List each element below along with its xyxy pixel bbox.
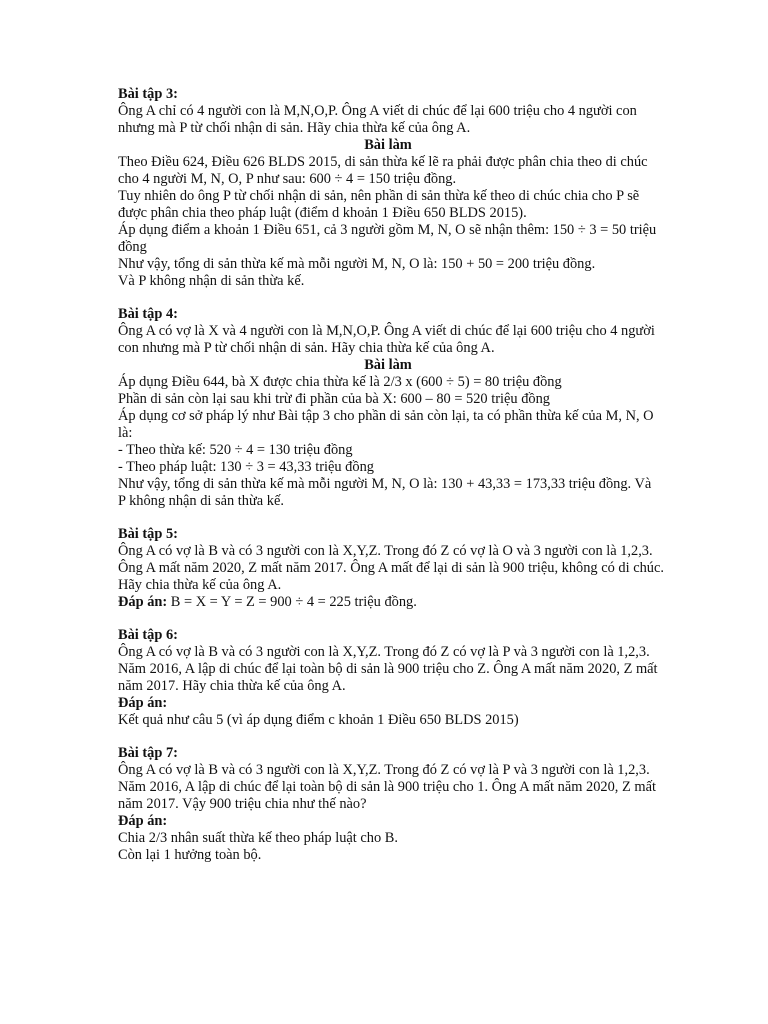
exercise-title: Bài tập 3: bbox=[118, 86, 178, 102]
spacer bbox=[118, 611, 658, 627]
question-line: Ông A có vợ là B và có 3 người con là X,Y,Z. Trong đó Z có vợ là P và 3 người con là 1,2,3. bbox=[118, 644, 650, 660]
spacer bbox=[118, 510, 658, 526]
question-line: Ông A có vợ là B và có 3 người con là X,Y,Z. Trong đó Z có vợ là P và 3 người con là 1,2,3. bbox=[118, 762, 650, 778]
solution-line: P không nhận di sản thừa kế. bbox=[118, 493, 284, 509]
exercise-title: Bài tập 7: bbox=[118, 745, 178, 761]
solution-line: Và P không nhận di sản thừa kế. bbox=[118, 273, 305, 289]
solution-line: Theo Điều 624, Điều 626 BLDS 2015, di sản thừa kế lẽ ra phải được phân chia theo di chúc bbox=[118, 154, 648, 170]
question-line: con nhưng mà P từ chối nhận di sản. Hãy chia thừa kế của ông A. bbox=[118, 340, 495, 356]
question-line: Năm 2016, A lập di chúc để lại toàn bộ di sản là 900 triệu cho 1. Ông A mất năm 2020, Z mất bbox=[118, 779, 656, 795]
exercise-title: Bài tập 6: bbox=[118, 627, 178, 643]
question-line: Ông A mất năm 2020, Z mất năm 2017. Ông A mất để lại di sản là 900 triệu, không có di chúc. bbox=[118, 560, 664, 576]
solution-line: Tuy nhiên do ông P từ chối nhận di sản, nên phần di sản thừa kế theo di chúc chia cho P sẽ bbox=[118, 188, 640, 204]
spacer bbox=[118, 290, 658, 306]
document-page bbox=[118, 86, 664, 864]
answer-line bbox=[118, 594, 658, 611]
answer-text: B = X = Y = Z = 900 ÷ 4 = 225 triệu đồng. bbox=[167, 594, 417, 610]
exercise-6 bbox=[118, 627, 658, 729]
spacer bbox=[118, 729, 658, 745]
exercise-title: Bài tập 5: bbox=[118, 526, 178, 542]
solution-line: Như vậy, tổng di sản thừa kế mà mỗi người M, N, O là: 150 + 50 = 200 triệu đồng. bbox=[118, 256, 596, 272]
solution-line: Áp dụng Điều 644, bà X được chia thừa kế là 2/3 x (600 ÷ 5) = 80 triệu đồng bbox=[118, 374, 562, 390]
solution-line: Áp dụng điểm a khoản 1 Điều 651, cả 3 người gồm M, N, O sẽ nhận thêm: 150 ÷ 3 = 50 triệu bbox=[118, 222, 657, 238]
solution-line: Áp dụng cơ sở pháp lý như Bài tập 3 cho phần di sản còn lại, ta có phần thừa kế của M, N, O bbox=[118, 408, 654, 424]
solution-line: - Theo pháp luật: 130 ÷ 3 = 43,33 triệu đồng bbox=[118, 459, 374, 475]
question-line: Ông A có vợ là B và có 3 người con là X,Y,Z. Trong đó Z có vợ là O và 3 người con là 1,2,3. bbox=[118, 543, 653, 559]
answer-label: Đáp án: bbox=[118, 813, 168, 829]
question-line: nhưng mà P từ chối nhận di sản. Hãy chia thừa kế của ông A. bbox=[118, 120, 471, 136]
solution-line: là: bbox=[118, 425, 133, 441]
answer-label: Đáp án: bbox=[118, 695, 168, 711]
solution-heading: Bài làm bbox=[364, 357, 412, 373]
question-line: Ông A chỉ có 4 người con là M,N,O,P. Ông A viết di chúc để lại 600 triệu cho 4 người con bbox=[118, 103, 637, 119]
answer-line: Kết quả như câu 5 (vì áp dụng điểm c khoản 1 Điều 650 BLDS 2015) bbox=[118, 712, 519, 728]
exercise-3 bbox=[118, 86, 658, 290]
question-line: năm 2017. Vậy 900 triệu chia như thế nào? bbox=[118, 796, 367, 812]
solution-heading: Bài làm bbox=[364, 137, 412, 153]
solution-line: - Theo thừa kế: 520 ÷ 4 = 130 triệu đồng bbox=[118, 442, 353, 458]
solution-line: cho 4 người M, N, O, P như sau: 600 ÷ 4 = 150 triệu đồng. bbox=[118, 171, 457, 187]
question-line: Hãy chia thừa kế của ông A. bbox=[118, 577, 282, 593]
exercise-4 bbox=[118, 306, 658, 510]
answer-label: Đáp án: bbox=[118, 594, 168, 610]
exercise-7 bbox=[118, 745, 658, 864]
answer-line: Còn lại 1 hưởng toàn bộ. bbox=[118, 847, 262, 863]
answer-line: Chia 2/3 nhân suất thừa kế theo pháp luật cho B. bbox=[118, 830, 398, 846]
solution-line: được phân chia theo pháp luật (điểm d khoản 1 Điều 650 BLDS 2015). bbox=[118, 205, 527, 221]
solution-line: Phần di sản còn lại sau khi trừ đi phần của bà X: 600 – 80 = 520 triệu đồng bbox=[118, 391, 550, 407]
exercise-5 bbox=[118, 526, 664, 611]
solution-line: Như vậy, tổng di sản thừa kế mà mỗi người M, N, O là: 130 + 43,33 = 173,33 triệu đồng. Và bbox=[118, 476, 652, 492]
question-line: năm 2017. Hãy chia thừa kế của ông A. bbox=[118, 678, 346, 694]
question-line: Ông A có vợ là X và 4 người con là M,N,O,P. Ông A viết di chúc để lại 600 triệu cho 4 người bbox=[118, 323, 655, 339]
question-line: Năm 2016, A lập di chúc để lại toàn bộ di sản là 900 triệu cho Z. Ông A mất năm 2020, Z mất bbox=[118, 661, 658, 677]
solution-line: đồng bbox=[118, 239, 147, 255]
exercise-title: Bài tập 4: bbox=[118, 306, 178, 322]
